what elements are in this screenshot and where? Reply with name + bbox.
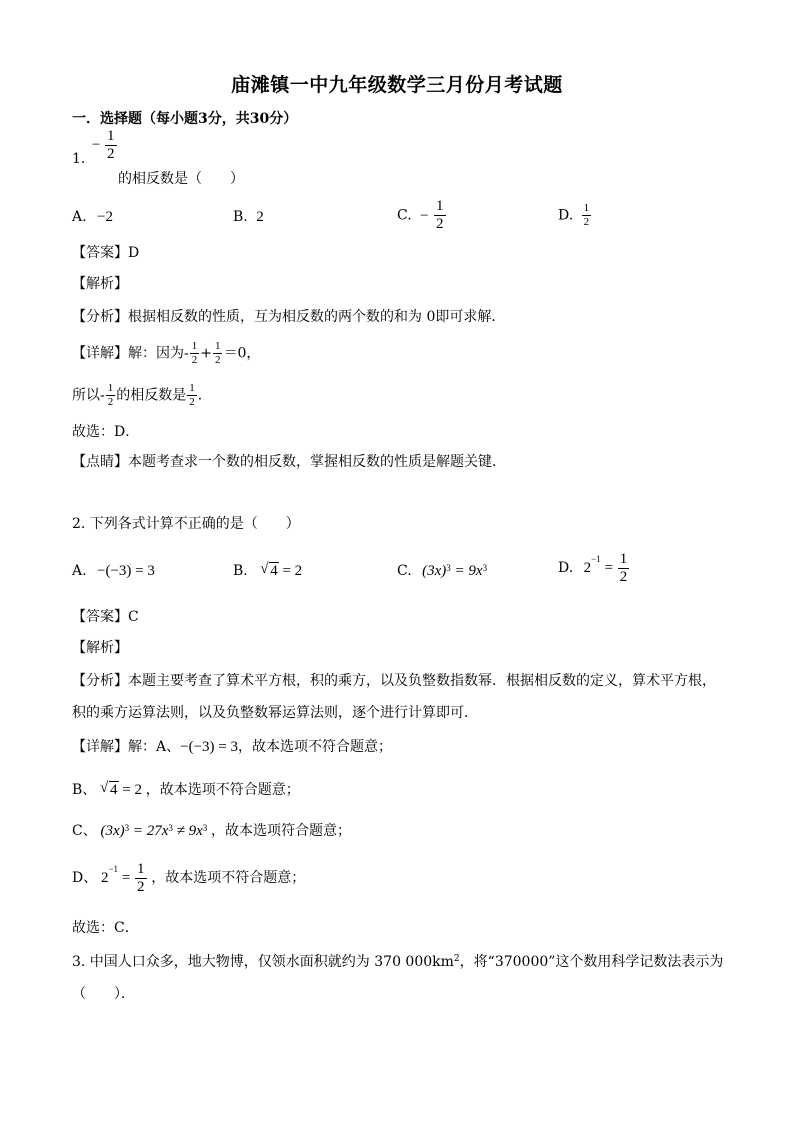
option-label: A.: [72, 563, 87, 579]
page-title: 庙滩镇一中九年级数学三月份月考试题: [231, 74, 563, 96]
q1-option-b: [233, 207, 264, 227]
minus-sign: −: [420, 207, 429, 224]
question-text: 3. 中国人口众多，地大物博，仅领水面积就约为 370 000km: [72, 954, 454, 970]
detail-text: ，故本选项不符合题意；: [238, 739, 392, 755]
fraction-numerator: 1: [107, 128, 115, 144]
detail-text: ＝0，: [223, 345, 261, 362]
conclusion-text: 的相反数是: [116, 387, 187, 404]
detail-expression: ≠ 9x: [172, 823, 203, 839]
fraction-numerator: 1: [107, 382, 114, 394]
detail-expression: = 27x: [129, 823, 169, 839]
conclusion-text: 所以-: [72, 387, 105, 404]
question-1: [72, 128, 118, 176]
section-heading-choice: 一．选择题（每小题3分，共30分）: [72, 111, 298, 127]
fraction-denominator: 2: [137, 879, 145, 895]
detail-expression: −(−3) = 3: [180, 739, 238, 755]
option-label: D.: [558, 207, 574, 224]
q1-analysis: 【分析】根据相反数的性质，互为相反数的两个数的和为 0即可求解．: [72, 309, 506, 325]
option-label: C.: [397, 207, 412, 224]
expression-base: 2: [100, 869, 109, 886]
q2-detail-d: [72, 862, 305, 895]
q1-jiexi: 【解析】: [72, 276, 128, 292]
option-value: −2: [97, 209, 113, 225]
expression-base: 2: [583, 559, 592, 576]
q1-conclusion: [72, 383, 212, 408]
option-value: 2: [256, 209, 264, 225]
detail-expression: = 2: [118, 782, 143, 798]
q2-option-a: [72, 561, 155, 581]
question-3-stem-line1: [72, 952, 723, 972]
exponent: −1: [591, 554, 601, 564]
fraction-denominator: 2: [107, 396, 114, 408]
fraction-numerator: 1: [191, 340, 198, 352]
fraction-neg-half: [92, 129, 118, 162]
option-label: B.: [233, 563, 248, 579]
q2-choose: 故选：C．: [72, 920, 139, 936]
detail-text: 【详解】解：因为-: [72, 345, 189, 362]
fraction-denominator: 2: [214, 354, 221, 366]
fraction-denominator: 2: [583, 216, 590, 228]
question-text: ，将“370000”这个数用科学记数法表示为: [459, 954, 724, 970]
q2-option-d: [558, 552, 630, 585]
radicand: 4: [270, 563, 278, 579]
q2-detail-c: [72, 821, 351, 841]
q2-jiexi: 【解析】: [72, 640, 128, 656]
fraction-numerator: 1: [137, 861, 145, 877]
detail-text: ，故本选项不符合题意；: [145, 782, 300, 798]
q1-choose: 故选：D．: [72, 424, 140, 440]
fraction-numerator: 1: [619, 551, 628, 567]
radicand: 4: [110, 782, 118, 798]
fraction-denominator: 2: [189, 396, 195, 408]
q2-detail-a: [72, 737, 392, 757]
fraction-numerator: 1: [189, 382, 195, 394]
q1-answer: 【答案】D: [72, 245, 140, 261]
detail-text: B、: [72, 782, 97, 798]
fraction-numerator: 1: [583, 202, 590, 214]
exponent: −1: [108, 864, 119, 874]
option-expression: −(−3) = 3: [97, 563, 155, 579]
expression-base: (3x): [100, 823, 125, 839]
option-label: A.: [72, 209, 87, 225]
fraction-denominator: 2: [107, 146, 115, 162]
question-number: 1.: [72, 150, 86, 167]
q1-detail: [72, 341, 260, 366]
equals-sign: =: [600, 559, 617, 576]
question-1-stem: 的相反数是（ ）: [118, 171, 244, 187]
fraction-denominator: 2: [191, 354, 198, 366]
exponent: 3: [446, 563, 451, 573]
question-3-stem-line2: （ ）．: [72, 986, 135, 1002]
sqrt-icon: √: [260, 561, 269, 577]
q1-option-a: [72, 207, 113, 227]
q1-option-c: [397, 199, 447, 232]
q2-analysis-line1: 【分析】本题主要考查了算术平方根，积的乘方，以及负整数指数幂．根据相反数的定义，算术平方根，: [72, 673, 716, 689]
q2-detail-b: [72, 780, 300, 800]
question-2-stem: 2. 下列各式计算不正确的是（ ）: [72, 516, 300, 532]
plus-sign: +: [200, 345, 212, 362]
fraction-denominator: 2: [619, 569, 628, 585]
q2-option-c: [397, 561, 487, 581]
fraction-numerator: 1: [214, 340, 221, 352]
option-label: C.: [397, 563, 412, 579]
fraction-numerator: 1: [436, 198, 444, 214]
detail-text: D、: [72, 869, 98, 886]
conclusion-text: ．: [197, 387, 212, 404]
exponent: 3: [482, 563, 488, 573]
q1-remark: 【点睛】本题考查求一个数的相反数，掌握相反数的性质是解题关键．: [72, 454, 506, 470]
equals-sign: =: [118, 869, 135, 886]
detail-text: C、: [72, 823, 97, 839]
option-expression: = 9x: [450, 563, 483, 579]
q2-analysis-line2: 积的乘方运算法则，以及负整数幂运算法则，逐个进行计算即可．: [72, 705, 478, 721]
minus-sign: −: [91, 136, 101, 153]
exponent: 3: [202, 823, 208, 833]
sqrt-icon: √: [100, 780, 109, 796]
fraction-denominator: 2: [436, 216, 444, 232]
exponent: 2: [453, 954, 460, 964]
detail-text: 【详解】解：A、: [72, 739, 181, 755]
q2-option-b: [233, 561, 302, 581]
detail-text: ，故本选项不符合题意；: [151, 869, 306, 886]
option-expression: = 2: [278, 563, 303, 579]
q2-answer: 【答案】C: [72, 609, 139, 625]
option-label: D.: [558, 559, 574, 576]
expression-base: (3x): [422, 563, 447, 579]
q1-option-d: [558, 203, 592, 228]
option-label: B.: [233, 209, 248, 225]
exponent: 3: [168, 823, 173, 833]
exponent: 3: [124, 823, 130, 833]
detail-text: ，故本选项符合题意；: [211, 823, 352, 839]
